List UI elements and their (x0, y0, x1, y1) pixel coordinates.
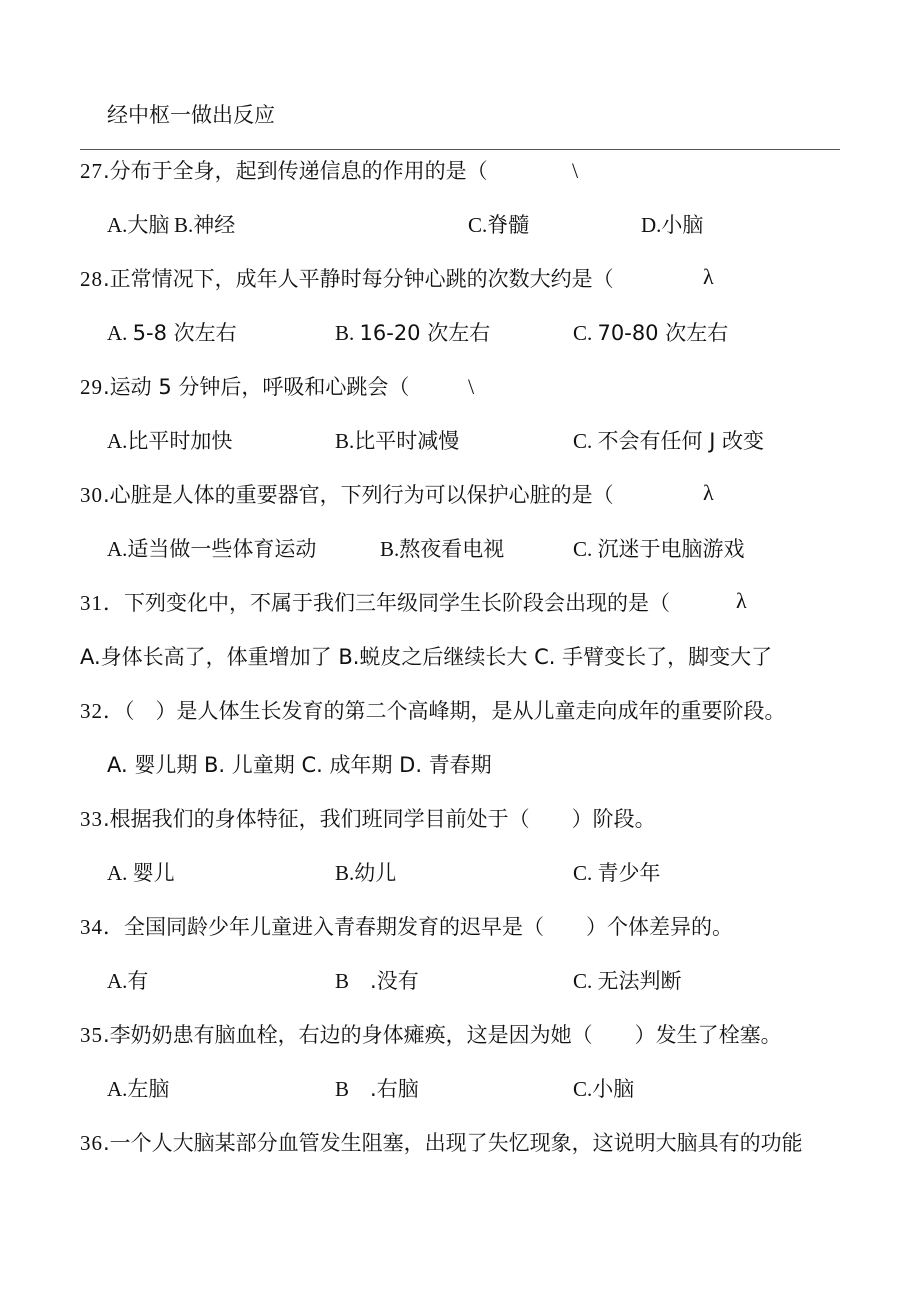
question-text: .运动 5 分钟后，呼吸和心跳会（ (103, 375, 410, 399)
question-31 (80, 588, 670, 618)
question-number: 35 (80, 1023, 103, 1047)
question-text: ．全国同龄少年儿童进入青春期发育的迟早是（ ）个体差异的。 (103, 915, 733, 939)
question-32 (80, 696, 786, 726)
question-number: 36 (80, 1131, 103, 1155)
option-a[interactable]: A.适当做一些体育运动 (107, 537, 317, 561)
answer-mark: λ (736, 588, 747, 613)
option-b[interactable]: B. 16-20 次左右 (335, 321, 491, 345)
option-b[interactable]: B.幼儿 (335, 861, 397, 885)
header-divider (80, 149, 840, 150)
options-line: A. 婴儿期 B. 儿童期 C. 成年期 D. 青春期 (107, 753, 492, 777)
question-number: 32 (80, 699, 103, 723)
option-c[interactable]: C. 70-80 次左右 (573, 321, 729, 345)
option-a[interactable]: A. 婴儿 (107, 861, 175, 885)
option-a[interactable]: A. 5-8 次左右 (107, 321, 237, 345)
option-b[interactable]: B.神经 (174, 213, 236, 237)
question-30 (80, 480, 614, 510)
option-c[interactable]: C. 无法判断 (573, 969, 682, 993)
question-28 (80, 264, 614, 294)
options-line: A.身体长高了，体重增加了 B.蜕皮之后继续长大 C. 手臂变长了，脚变大了 (80, 645, 773, 669)
question-33 (80, 804, 656, 834)
question-number: 29 (80, 375, 103, 399)
question-text: .正常情况下，成年人平静时每分钟心跳的次数大约是（ (103, 267, 614, 291)
option-c[interactable]: C.小脑 (573, 1077, 635, 1101)
option-b[interactable]: B .没有 (335, 969, 419, 993)
option-c[interactable]: C. 沉迷于电脑游戏 (573, 537, 745, 561)
option-d[interactable]: D.小脑 (641, 213, 704, 237)
option-a[interactable]: A.大脑 (107, 213, 170, 237)
option-c[interactable]: C.脊髓 (468, 213, 530, 237)
question-34 (80, 912, 733, 942)
option-b[interactable]: B.熬夜看电视 (380, 537, 505, 561)
question-text: .一个人大脑某部分血管发生阻塞，出现了失忆现象，这说明大脑具有的功能 (103, 1131, 803, 1155)
question-36 (80, 1128, 803, 1158)
question-number: 27 (80, 159, 103, 183)
option-a[interactable]: A.比平时加快 (107, 429, 233, 453)
question-text: ．（ ）是人体生长发育的第二个高峰期，是从儿童走向成年的重要阶段。 (103, 699, 786, 723)
header-text: 经中枢一做出反应 (107, 103, 275, 127)
option-a[interactable]: A.有 (107, 969, 149, 993)
question-text: .李奶奶患有脑血栓，右边的身体瘫痪，这是因为她（ ）发生了栓塞。 (103, 1023, 782, 1047)
question-29 (80, 372, 409, 402)
answer-mark: \ (572, 158, 579, 183)
question-27 (80, 156, 488, 186)
question-number: 34 (80, 915, 103, 939)
question-number: 31 (80, 591, 103, 615)
answer-mark: λ (703, 480, 714, 505)
question-text: .心脏是人体的重要器官，下列行为可以保护心脏的是（ (103, 483, 614, 507)
question-text: .分布于全身，起到传递信息的作用的是（ (103, 159, 488, 183)
option-b[interactable]: B .右脑 (335, 1077, 419, 1101)
question-text: .根据我们的身体特征，我们班同学目前处于（ ）阶段。 (103, 807, 656, 831)
option-b[interactable]: B.比平时减慢 (335, 429, 460, 453)
answer-mark: λ (703, 264, 714, 289)
option-c[interactable]: C. 青少年 (573, 861, 661, 885)
option-a[interactable]: A.左脑 (107, 1077, 170, 1101)
question-number: 28 (80, 267, 103, 291)
option-c[interactable]: C. 不会有任何 J 改变 (573, 429, 765, 453)
answer-mark: \ (468, 374, 475, 399)
question-number: 30 (80, 483, 103, 507)
question-text: ．下列变化中，不属于我们三年级同学生长阶段会出现的是（ (103, 591, 670, 615)
question-number: 33 (80, 807, 103, 831)
question-35 (80, 1020, 782, 1050)
